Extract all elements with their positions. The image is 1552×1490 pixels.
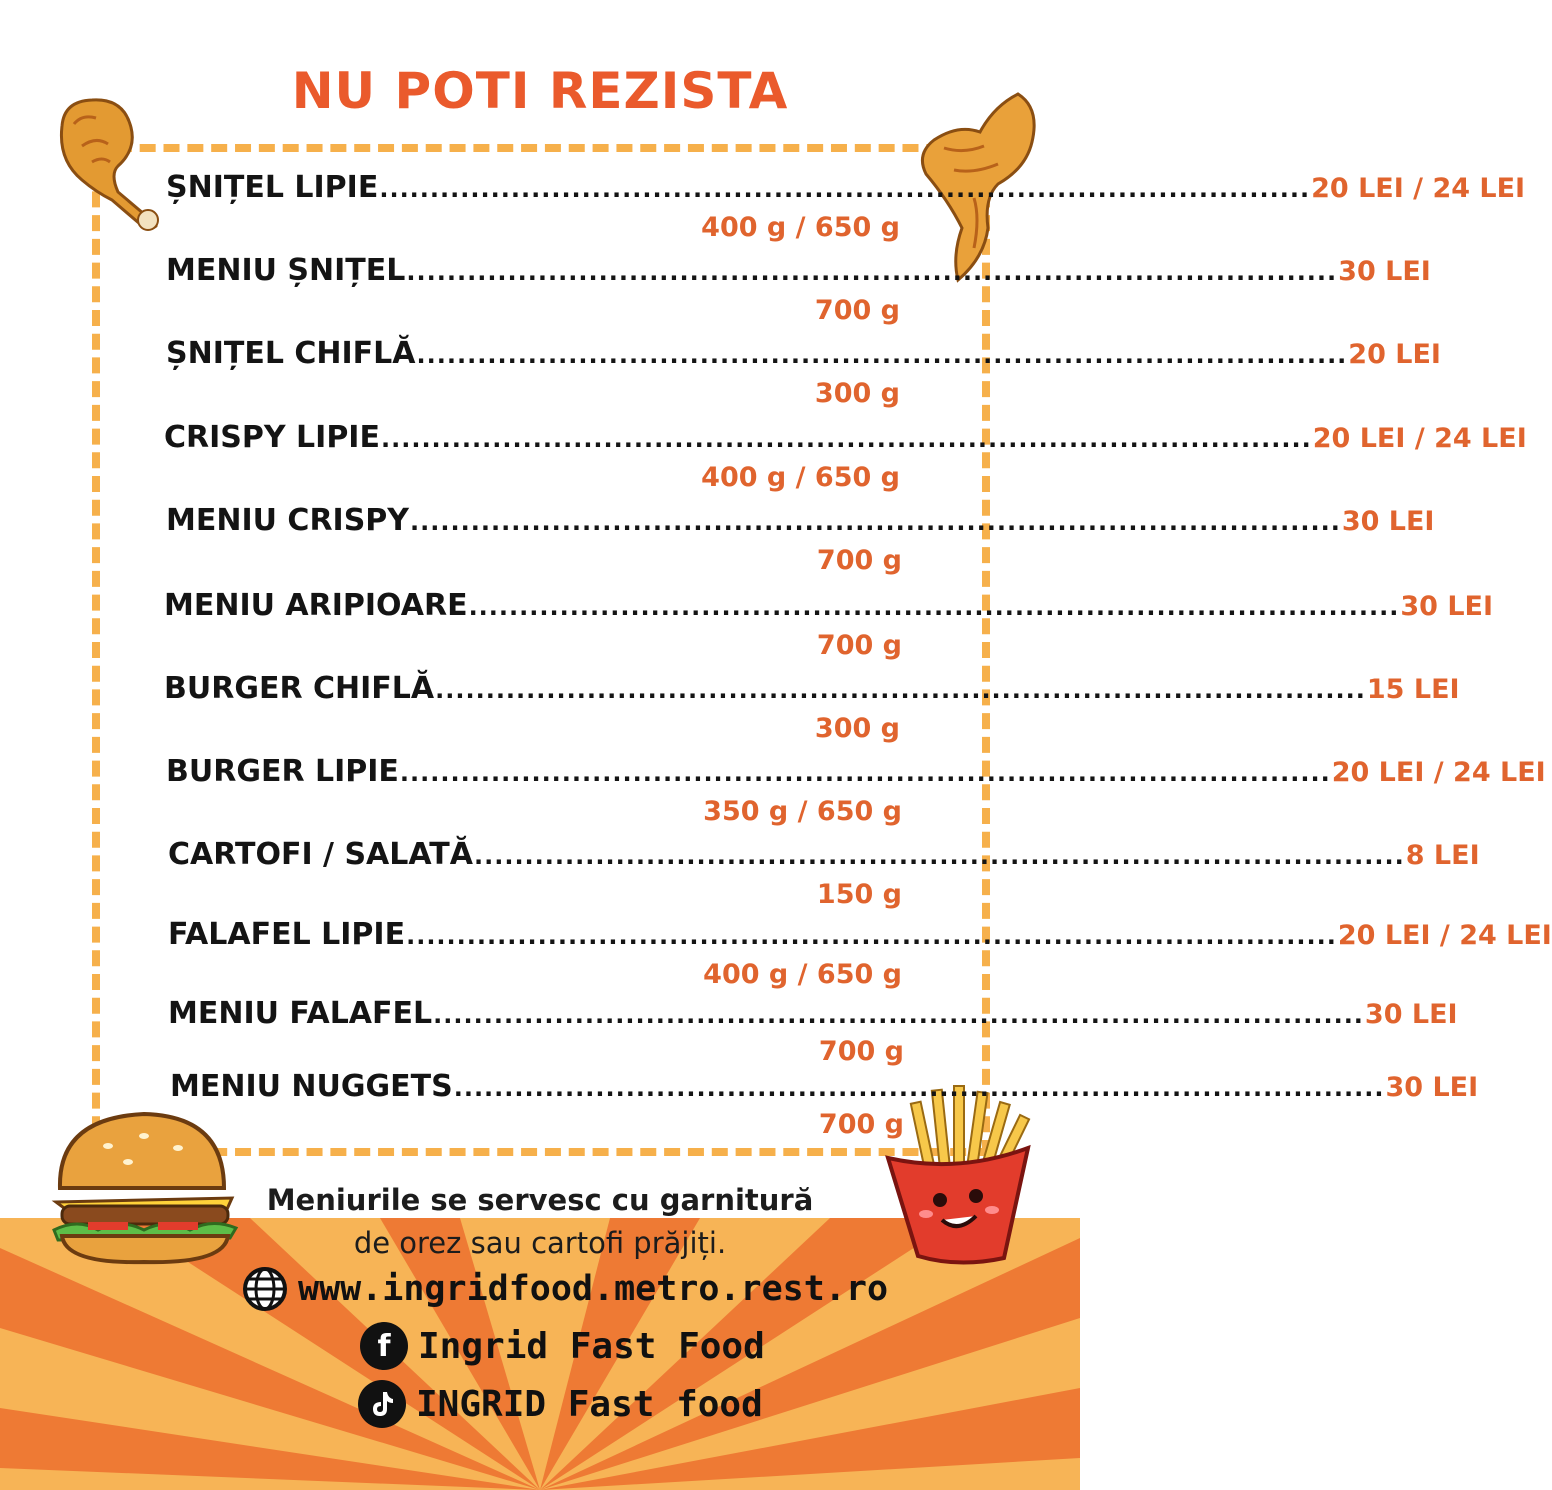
facebook-text: Ingrid Fast Food [418,1325,765,1367]
leader-dots: ............................................................................................ [416,341,1348,369]
item-weight: 400 g / 650 g [701,462,900,493]
item-weight: 300 g [814,378,900,409]
menu-item [0,420,1527,500]
item-name: CARTOFI / SALATĂ [168,837,473,872]
item-name: FALAFEL LIPIE [168,917,406,952]
item-price: 20 LEI / 24 LEI [1312,423,1527,454]
leader-dots: ............................................................................................ [406,922,1337,950]
menu-item [0,253,1431,333]
item-name: ȘNIȚEL LIPIE [166,170,379,205]
garnish-note-line2: de orez sau cartofi prăjiți. [353,1226,727,1260]
item-weight: 150 g [816,879,902,910]
item-weight: 700 g [816,630,902,661]
leader-dots: ............................................................................................ [399,759,1331,787]
item-price: 20 LEI [1348,339,1441,370]
item-price: 20 LEI / 24 LEI [1331,757,1546,788]
leader-dots: ............................................................................................ [453,1074,1385,1102]
item-weight: 400 g / 650 g [701,212,900,243]
menu-item [0,837,1480,917]
facebook-link[interactable] [360,1322,765,1370]
leader-dots: ............................................................................................ [468,593,1400,621]
tiktok-text: INGRID Fast food [416,1383,763,1425]
tiktok-icon [358,1380,406,1428]
globe-icon [242,1266,288,1312]
item-price: 20 LEI / 24 LEI [1311,173,1526,204]
item-price: 8 LEI [1405,840,1480,871]
leader-dots: ............................................................................................ [406,258,1338,286]
menu-item [0,917,1552,997]
menu-item [0,671,1460,751]
menu-item [0,588,1494,668]
item-name: MENIU ARIPIOARE [164,588,468,623]
leader-dots: ............................................................................................ [410,508,1341,536]
menu-item [0,754,1546,834]
item-name: ȘNIȚEL CHIFLĂ [166,336,416,371]
item-price: 30 LEI [1400,591,1494,622]
website-text: www.ingridfood.metro.rest.ro [298,1269,889,1309]
item-price: 30 LEI [1338,256,1431,287]
leader-dots: ............................................................................................ [379,175,1311,203]
menu-item [0,1069,1479,1149]
item-weight: 700 g [814,295,900,326]
item-name: BURGER CHIFLĂ [164,671,435,706]
item-price: 20 LEI / 24 LEI [1337,920,1552,951]
item-name: MENIU NUGGETS [170,1069,453,1104]
item-price: 15 LEI [1366,674,1460,705]
item-price: 30 LEI [1341,506,1435,537]
item-price: 30 LEI [1364,999,1458,1030]
item-weight: 700 g [818,1109,904,1140]
item-weight: 300 g [814,713,900,744]
item-weight: 350 g / 650 g [703,796,902,827]
facebook-icon: f [360,1322,408,1370]
menu-item [0,503,1435,583]
garnish-note-line1: Meniurile se servesc cu garnitură [266,1183,814,1217]
website-link[interactable] [242,1266,888,1312]
item-name: MENIU ȘNIȚEL [166,253,406,288]
menu-title: NU POTI REZISTA [291,62,789,120]
leader-dots: ............................................................................................ [473,842,1405,870]
item-price: 30 LEI [1385,1072,1479,1103]
item-name: MENIU FALAFEL [168,996,433,1031]
item-weight: 400 g / 650 g [703,959,902,990]
menu-item [0,336,1441,416]
leader-dots: ............................................................................................ [433,1001,1364,1029]
item-name: BURGER LIPIE [166,754,399,789]
leader-dots: ............................................................................................ [435,676,1366,704]
item-weight: 700 g [818,1036,904,1067]
item-name: MENIU CRISPY [166,503,410,538]
item-name: CRISPY LIPIE [164,420,380,455]
tiktok-link[interactable] [358,1380,763,1428]
menu-item [0,996,1458,1076]
item-weight: 700 g [816,545,902,576]
menu-item [0,170,1526,250]
leader-dots: ............................................................................................ [380,425,1312,453]
